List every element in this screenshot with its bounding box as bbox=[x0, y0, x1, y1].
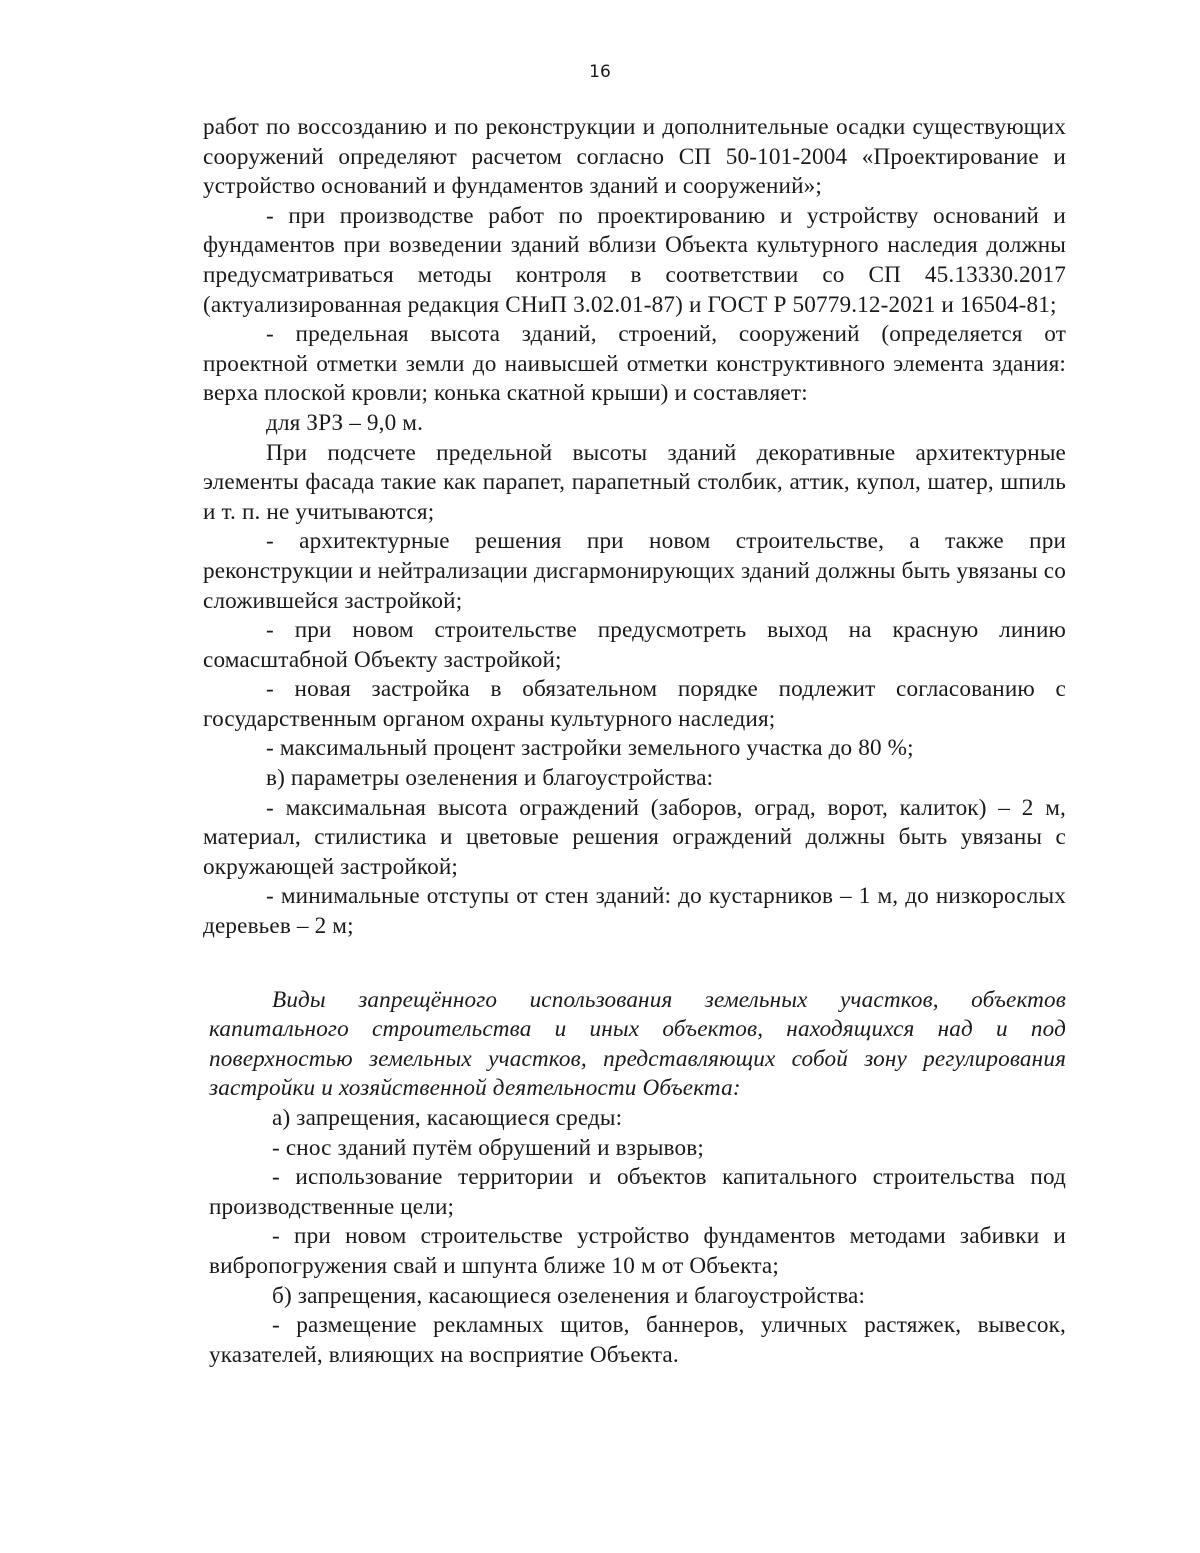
paragraph: работ по воссозданию и по реконструкции и дополнительные осадки существующих сооружений определяют расчетом согласно СП 50-101-2004 «Проектирование и устройство оснований и фундаментов зданий и сооружений»; bbox=[203, 114, 1066, 200]
prohibitions-section bbox=[203, 986, 1066, 1371]
paragraph: - архитектурные решения при новом строительстве, а также при реконструкции и нейтрализации дисгармонирующих зданий должны быть увязаны со сложившейся застройкой; bbox=[203, 528, 1066, 614]
paragraph: для ЗРЗ – 9,0 м. bbox=[266, 409, 424, 436]
paragraph: При подсчете предельной высоты зданий декоративные архитектурные элементы фасада такие как парапет, парапетный столбик, аттик, купол, шатер, шпиль и т. п. не учитываются; bbox=[203, 439, 1066, 525]
page-number: 16 bbox=[589, 62, 611, 82]
paragraph: - новая застройка в обязательном порядке подлежит согласованию с государственным органом охраны культурного наследия; bbox=[203, 676, 1066, 732]
list-item: - использование территории и объектов капитального строительства под производственные цели; bbox=[209, 1164, 1066, 1220]
list-item: - размещение рекламных щитов, баннеров, уличных растяжек, вывесок, указателей, влияющих на восприятие Объекта. bbox=[209, 1312, 1066, 1368]
paragraph: - минимальные отступы от стен зданий: до кустарников – 1 м, до низкорослых деревьев – 2 м; bbox=[203, 883, 1066, 940]
paragraph: - предельная высота зданий, строений, сооружений (определяется от проектной отметки земли до наивысшей отметки конструктивного элемента здания: верха плоской кровли; конька скатной крыши) и составляет: bbox=[203, 321, 1066, 407]
paragraph: - при новом строительстве предусмотреть выход на красную линию сомасштабной Объекту застройкой; bbox=[203, 617, 1066, 673]
paragraph: - при производстве работ по проектированию и устройству оснований и фундаментов при возведении зданий вблизи Объекта культурного наследия должны предусматриваться методы контроля в соответствии со СП 45.13330.2017 (актуализированная редакция СНиП 3.02.01-87) и ГОСТ Р 50779.12-2021 и 16504-81; bbox=[203, 202, 1066, 318]
section-gap bbox=[203, 942, 1066, 986]
list-item: б) запрещения, касающиеся озеленения и благоустройства: bbox=[272, 1282, 866, 1309]
list-item: - при новом строительстве устройство фундаментов методами забивки и вибропогружения свай и шпунта ближе 10 м от Объекта; bbox=[209, 1223, 1066, 1279]
document-body bbox=[203, 113, 1066, 1370]
list-item: - снос зданий путём обрушений и взрывов; bbox=[272, 1134, 704, 1161]
paragraph: в) параметры озеленения и благоустройства: bbox=[266, 765, 714, 792]
list-item: а) запрещения, касающиеся среды: bbox=[272, 1105, 623, 1131]
paragraph: - максимальная высота ограждений (заборов, оград, ворот, калиток) – 2 м, материал, стилистика и цветовые решения ограждений должны быть увязаны с окружающей застройкой; bbox=[203, 794, 1066, 880]
paragraph: - максимальный процент застройки земельного участка до 80 %; bbox=[266, 735, 914, 762]
section-heading: Виды запрещённого использования земельных участков, объектов капитального строительства и иных объектов, находящихся над и под поверхностью земельных участков, представляющих собой зону регулирования застройки и хозяйственной деятельности Объекта: bbox=[209, 986, 1066, 1102]
